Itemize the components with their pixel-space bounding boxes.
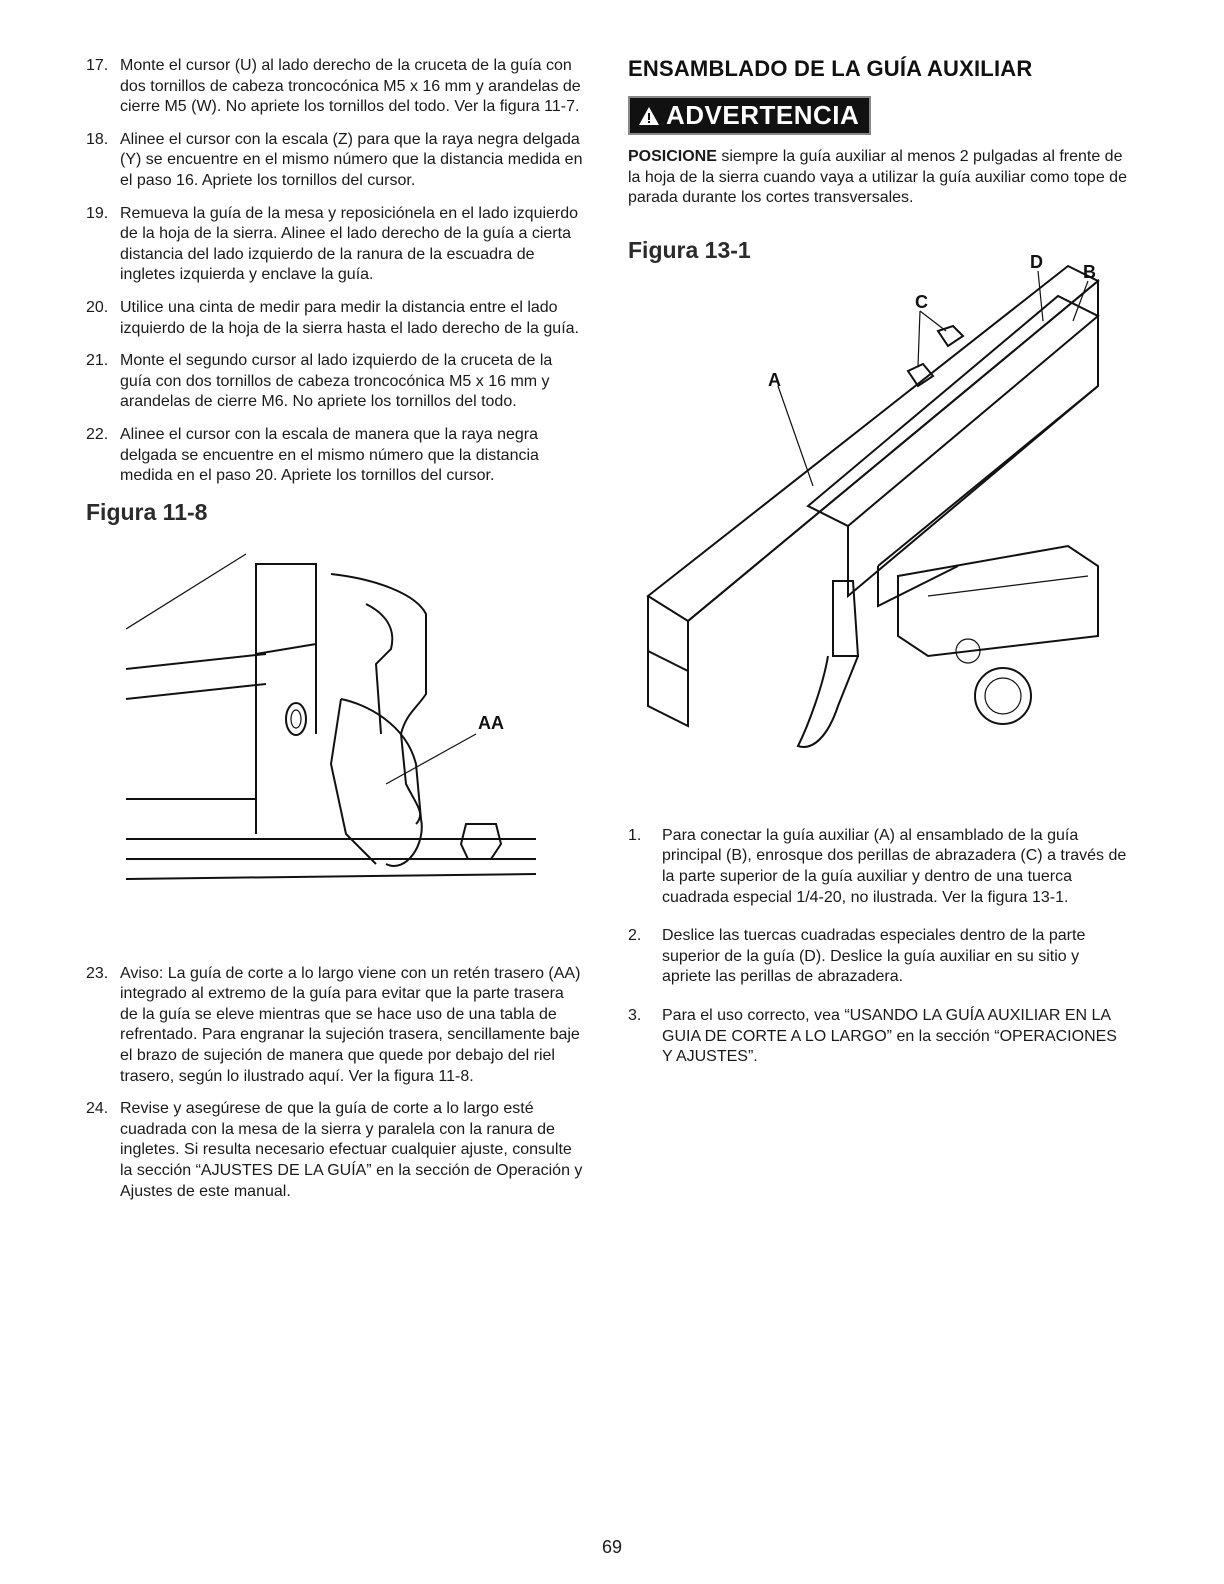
step-text: Alinee el cursor con la escala de manera que la raya negra delgada se encuentre en el mismo número que la distancia medida en el paso 20. Apriete los tornillos del cursor. — [120, 425, 539, 485]
step-number: 18. — [86, 130, 109, 148]
warning-triangle-icon — [638, 106, 660, 126]
callout-d: D — [1030, 251, 1043, 272]
step-text: Monte el cursor (U) al lado derecho de la cruceta de la guía con dos tornillos de cabeza troncocónica M5 x 16 mm y arandelas de cierre M5 (W). No apriete los tornillos del todo. Ver la figura 11-7. — [120, 57, 581, 116]
list-item — [86, 964, 586, 1088]
warning-lead: POSICIONE — [628, 148, 717, 165]
step-text: Para el uso correcto, vea “USANDO LA GUÍA AUXILIAR EN LA GUIA DE CORTE A LO LARGO” en la sección “OPERACIONES Y AJUSTES”. — [662, 1006, 1117, 1066]
callout-c: C — [915, 291, 928, 312]
left-column — [86, 56, 586, 1214]
step-text: Remueva la guía de la mesa y reposiciónela en el lado izquierdo de la hoja de la sierra. Alinee el lado derecho de la guía a cierta distancia del lado izquierdo de la ranura de la escuadra de ingletes izquierda y enclave la guía. — [120, 204, 579, 284]
section-title: ENSAMBLADO DE LA GUÍA AUXILIAR — [628, 56, 1033, 81]
step-number: 20. — [86, 298, 109, 316]
step-text: Para conectar la guía auxiliar (A) al ensamblado de la guía principal (B), enrosque dos perillas de abrazadera (C) a través de la parte superior de la guía auxiliar y dentro de una tuerca cuadrada especial 1/4-20, no ilustrada. Ver la figura 13-1. — [662, 826, 1127, 906]
list-item — [628, 1006, 1128, 1068]
step-number: 17. — [86, 57, 109, 74]
step-number: 19. — [86, 204, 109, 222]
page-number: 69 — [601, 1537, 623, 1557]
callout-a: A — [768, 369, 781, 390]
figure-11-8-illustration — [116, 534, 576, 924]
list-item — [86, 1099, 586, 1202]
callout-aa: AA — [478, 712, 504, 733]
figure-11-8-label: Figura 11-8 — [86, 498, 208, 525]
list-item — [628, 826, 1128, 908]
step-text: Aviso: La guía de corte a lo largo viene con un retén trasero (AA) integrado al extremo de la guía para evitar que la parte trasera de la guía se eleve mientras que se hace uso de una tabla de refrentado. Para engranar la sujeción trasera, sencillamente baje el brazo de sujeción de manera que quede por debajo del riel trasero, según lo ilustrado aquí. Ver la figura 11-8. — [120, 964, 581, 1085]
step-text: Revise y asegúrese de que la guía de corte a lo largo esté cuadrada con la mesa de la sierra y paralela con la ranura de ingletes. Si resulta necesario efectuar cualquier ajuste, consulte la sección “AJUSTES DE LA GUÍA” en la sección de Operación y Ajustes de este manual. — [120, 1100, 583, 1200]
step-number: 2. — [628, 927, 642, 945]
step-number: 1. — [628, 826, 642, 844]
figure-13-1-illustration — [628, 236, 1108, 756]
step-number: 24. — [86, 1100, 109, 1118]
warning-body: siempre la guía auxiliar al menos 2 pulgadas al frente de la hoja de la sierra cuando vaya a utilizar la guía auxiliar como tope de parada durante los cortes transversales. — [628, 148, 1127, 207]
step-number: 22. — [86, 425, 109, 443]
step-number: 21. — [86, 352, 109, 370]
step-number: 23. — [86, 964, 109, 982]
list-item — [86, 351, 586, 413]
right-column — [628, 56, 1128, 1080]
step-text: Monte el segundo cursor al lado izquierdo de la cruceta de la guía con dos tornillos de cabeza troncocónica M5 x 16 mm y arandelas de cierre M6. No apriete los tornillos del todo. — [120, 352, 553, 411]
step-text: Alinee el cursor con la escala (Z) para que la raya negra delgada (Y) se encuentre en el mismo número que la distancia medida en el paso 16. Apriete los tornillos del cursor. — [120, 130, 583, 189]
warning-badge-label: ADVERTENCIA — [666, 100, 860, 130]
list-item — [86, 130, 586, 192]
step-text: Utilice una cinta de medir para medir la distancia entre el lado izquierdo de la hoja de la sierra hasta el lado derecho de la guía. — [120, 298, 579, 337]
steps-17-22 — [86, 56, 586, 487]
list-item — [86, 298, 586, 339]
step-text: Deslice las tuercas cuadradas especiales dentro de la parte superior de la guía (D). Deslice la guía auxiliar en su sitio y apriete las perillas de abrazadera. — [662, 927, 1086, 986]
list-item — [86, 425, 586, 487]
callout-b: B — [1083, 261, 1096, 282]
list-item — [628, 926, 1128, 988]
list-item — [86, 56, 586, 118]
steps-1-3 — [628, 826, 1128, 1068]
figure-13-1-label: Figura 13-1 — [628, 236, 751, 263]
step-number: 3. — [628, 1006, 642, 1024]
list-item — [86, 204, 586, 286]
steps-23-24 — [86, 964, 586, 1203]
warning-text — [628, 147, 1128, 209]
warning-badge — [628, 96, 871, 135]
